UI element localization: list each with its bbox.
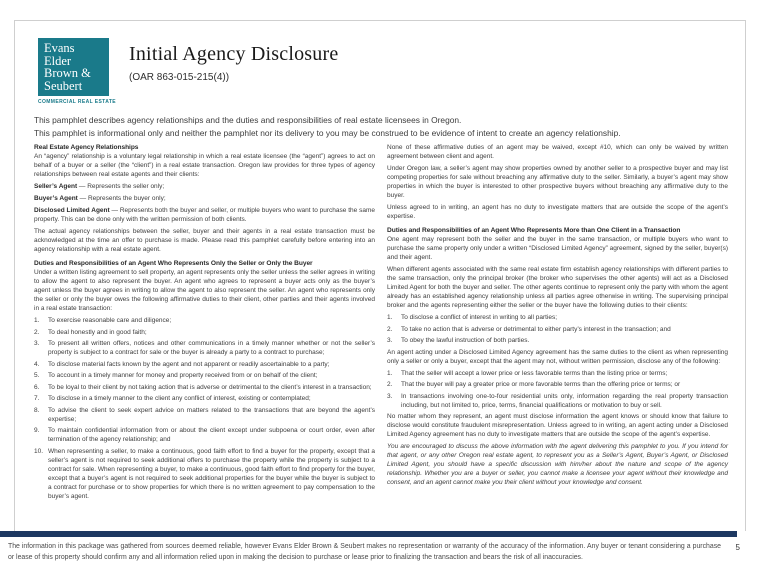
divider-bar: [0, 531, 737, 537]
intro-line: This pamphlet describes agency relationships and the duties and responsibilities of real estate licensees in Oregon.: [34, 115, 462, 125]
right-column: [387, 143, 728, 503]
paragraph: Under a written listing agreement to sell property, an agent represents only the seller unless the seller agrees in writing to allow the agent to also represent the buyer. An agent who agrees to represent a buyer acts only as the buyer’s agent unless the buyer agrees in writing to allow the agent to also represent the seller. An agent who represents only the seller or only the buyer owes the following affirmative duties to their client, other parties and their agents involved in a real estate transaction:: [34, 269, 375, 312]
logo-tagline: COMMERCIAL REAL ESTATE: [38, 99, 116, 105]
left-column: [34, 143, 375, 503]
list-item: When representing a seller, to make a continuous, good faith effort to find a buyer for the property, except that a seller’s agent is not required to seek additional offers to purchase the property while the property is subject to a contract for sale. When representing a buyer, to make a continuous, good faith effort to find property for the buyer, except that a buyer’s agent is not required to seek additional properties for the buyer while the buyer is subject to a contract for purchase or to show properties for which there is no written agreement to pay compensation to the buyer’s agent.: [48, 447, 375, 500]
definition: [34, 194, 375, 203]
section-heading: Real Estate Agency Relationships: [34, 144, 139, 151]
intro-line: This pamphlet is informational only and neither the pamphlet nor its delivery to you may be construed to be evidence of intent to create an agency relationship.: [34, 128, 621, 138]
footer-disclaimer: The information in this package was gathered from sources deemed reliable, however Evans Elder Brown & Seubert makes no representation or warranty of the accuracy of the information. Any buyer or tenant considering a purchase or lease of this property should confirm any and all information relied upon in making the decision to purchase or lease prior to finalizing the transaction and bears the risk of all inaccuracies.: [8, 543, 721, 561]
page-number: 5: [735, 543, 740, 552]
logo-word: Brown &: [44, 66, 91, 80]
page-subtitle: (OAR 863-015-215(4)): [129, 72, 230, 83]
definition-text: — Represents the seller only;: [77, 183, 165, 190]
advisory-paragraph: You are encouraged to discuss the above information with the agent delivering this pamphlet to you. If you intend for that agent, or any other Oregon real estate agent, to represent you as a Seller’s Agent, Buyer’s Agent, or Disclosed Limited Agent, you should have a specific discussion with him/her about the nature and scope of the agency relationship. Whether you are a buyer or seller, you cannot make a licensee your agent without their knowledge and consent, and an agent cannot make you their client without your knowledge and consent.: [387, 443, 728, 486]
paragraph: One agent may represent both the seller and the buyer in the same transaction, or multiple buyers who want to purchase the same property only under a written “Disclosed Limited Agency” agreement, signed by the seller, buyer(s) and their agent.: [387, 236, 728, 261]
body-columns: [34, 143, 728, 503]
no-disclose-list: [387, 369, 728, 410]
definition: [34, 182, 375, 191]
company-logo: [38, 38, 116, 105]
definition-term: Buyer’s Agent: [34, 195, 78, 202]
logo-word: Elder: [44, 53, 72, 68]
list-item: To advise the client to seek expert advice on matters related to the transactions that are beyond the agent’s expertise;: [48, 406, 375, 423]
list-item: To maintain confidential information from or about the client except under subpoena or court order, even after termination of the agency relationship; and: [48, 427, 375, 443]
list-item: To be loyal to their client by not taking action that is adverse or detrimental to the client’s interest in a transaction;: [48, 383, 372, 391]
list-item: That the seller will accept a lower price or less favorable terms than the listing price or terms;: [401, 369, 668, 377]
list-item: To deal honestly and in good faith;: [48, 328, 147, 336]
logo-mark: [38, 38, 109, 96]
section-heading: Duties and Responsibilities of an Agent Who Represents Only the Seller or Only the Buyer: [34, 260, 313, 267]
paragraph: An agent acting under a Disclosed Limited Agency agreement has the same duties to the client as when representing only a seller or only a buyer, except that the agent may not, without written permission, disclose any of the following:: [387, 348, 728, 365]
definition-term: Seller’s Agent: [34, 183, 78, 190]
section-heading: Duties and Responsibilities of an Agent Who Represents More than One Client in a Transaction: [387, 227, 681, 234]
list-item: That the buyer will pay a greater price or more favorable terms than the offering price or terms; or: [401, 381, 681, 388]
definition-term: Disclosed Limited Agent: [34, 207, 110, 214]
client-duties-list: [387, 313, 728, 345]
paragraph: An “agency” relationship is a voluntary legal relationship in which a real estate licensee (the “agent”) agrees to act on behalf of a buyer or a seller (the “client”) in a real estate transaction. Oregon law provides for three types of agency relationships between real estate agents and their clients:: [34, 153, 375, 178]
paragraph: No matter whom they represent, an agent must disclose information the agent knows or should know that failure to disclose would constitute fraudulent misrepresentation. Unless agreed to in writing, an agent acting under a Disclosed Limited Agency agreement has no duty to investigate matters that are outside the scope of the agent’s expertise.: [387, 413, 728, 438]
duties-list: [34, 316, 375, 501]
logo-word: Seubert: [44, 78, 83, 93]
list-item: To account in a timely manner for money and property received from or on behalf of the client;: [48, 372, 318, 379]
list-item: To obey the lawful instruction of both parties.: [401, 337, 530, 344]
paragraph: The actual agency relationships between the seller, buyer and their agents in a real estate transaction must be acknowledged at the time an offer to purchase is made. Please read this pamphlet carefully before entering into an agency relationship with a real estate agent.: [34, 228, 375, 253]
logo-word: Evans: [44, 41, 75, 55]
paragraph: Unless agreed to in writing, an agent has no duty to investigate matters that are outside the scope of the agent’s expertise.: [387, 204, 728, 220]
paragraph: When different agents associated with the same real estate firm establish agency relationships with different parties to the same transaction, only the principal broker (the broker who supervises the other agents) will act as a Disclosed Limited Agent for both the buyer and seller. The other agents continue to represent only the party with whom the agent already has an established agency relationship unless all parties agree otherwise in writing. The supervising principal broker and the agents representing either the seller or the buyer have the following duties to their clients:: [387, 266, 728, 309]
page-title: Initial Agency Disclosure: [129, 43, 339, 65]
intro-section: [34, 114, 728, 140]
list-item: To disclose a conflict of interest in writing to all parties;: [401, 314, 558, 321]
list-item: To take no action that is adverse or detrimental to either party’s interest in the transaction; and: [401, 325, 671, 333]
list-item: To disclose in a timely manner to the client any conflict of interest, existing or contemplated;: [48, 395, 311, 402]
title-block: [129, 43, 338, 83]
list-item: In transactions involving one-to-four residential units only, information regarding the real property transaction including, but not limited to, price, terms, financial qualifications or motivation to buy or sell.: [401, 392, 728, 409]
definition: [34, 206, 375, 224]
paragraph: Under Oregon law, a seller’s agent may show properties owned by another seller to a prospective buyer and may list competing properties for sale without breaching any affirmative duty to the seller. Similarly, a buyer’s agent may show properties in which the buyer is interested to other prospective buyers without breaching any affirmative duty to the buyer.: [387, 165, 728, 199]
definition-text: — Represents both the buyer and seller, or multiple buyers who want to purchase the same property. This can be done only with the written permission of both clients.: [34, 207, 375, 223]
definition-text: — Represents the buyer only;: [77, 195, 166, 202]
content-frame: [14, 20, 746, 531]
paragraph: None of these affirmative duties of an agent may be waived, except #10, which can only be waived by written agreement between client and agent.: [387, 144, 728, 160]
list-item: To disclose material facts known by the agent and not apparent or readily ascertainable to a party;: [48, 360, 330, 368]
list-item: To present all written offers, notices and other communications in a timely manner whether or not the seller’s property is subject to a contract for sale or the buyer is already a party to a contract to purchase;: [48, 340, 375, 356]
list-item: To exercise reasonable care and diligence;: [48, 317, 172, 324]
